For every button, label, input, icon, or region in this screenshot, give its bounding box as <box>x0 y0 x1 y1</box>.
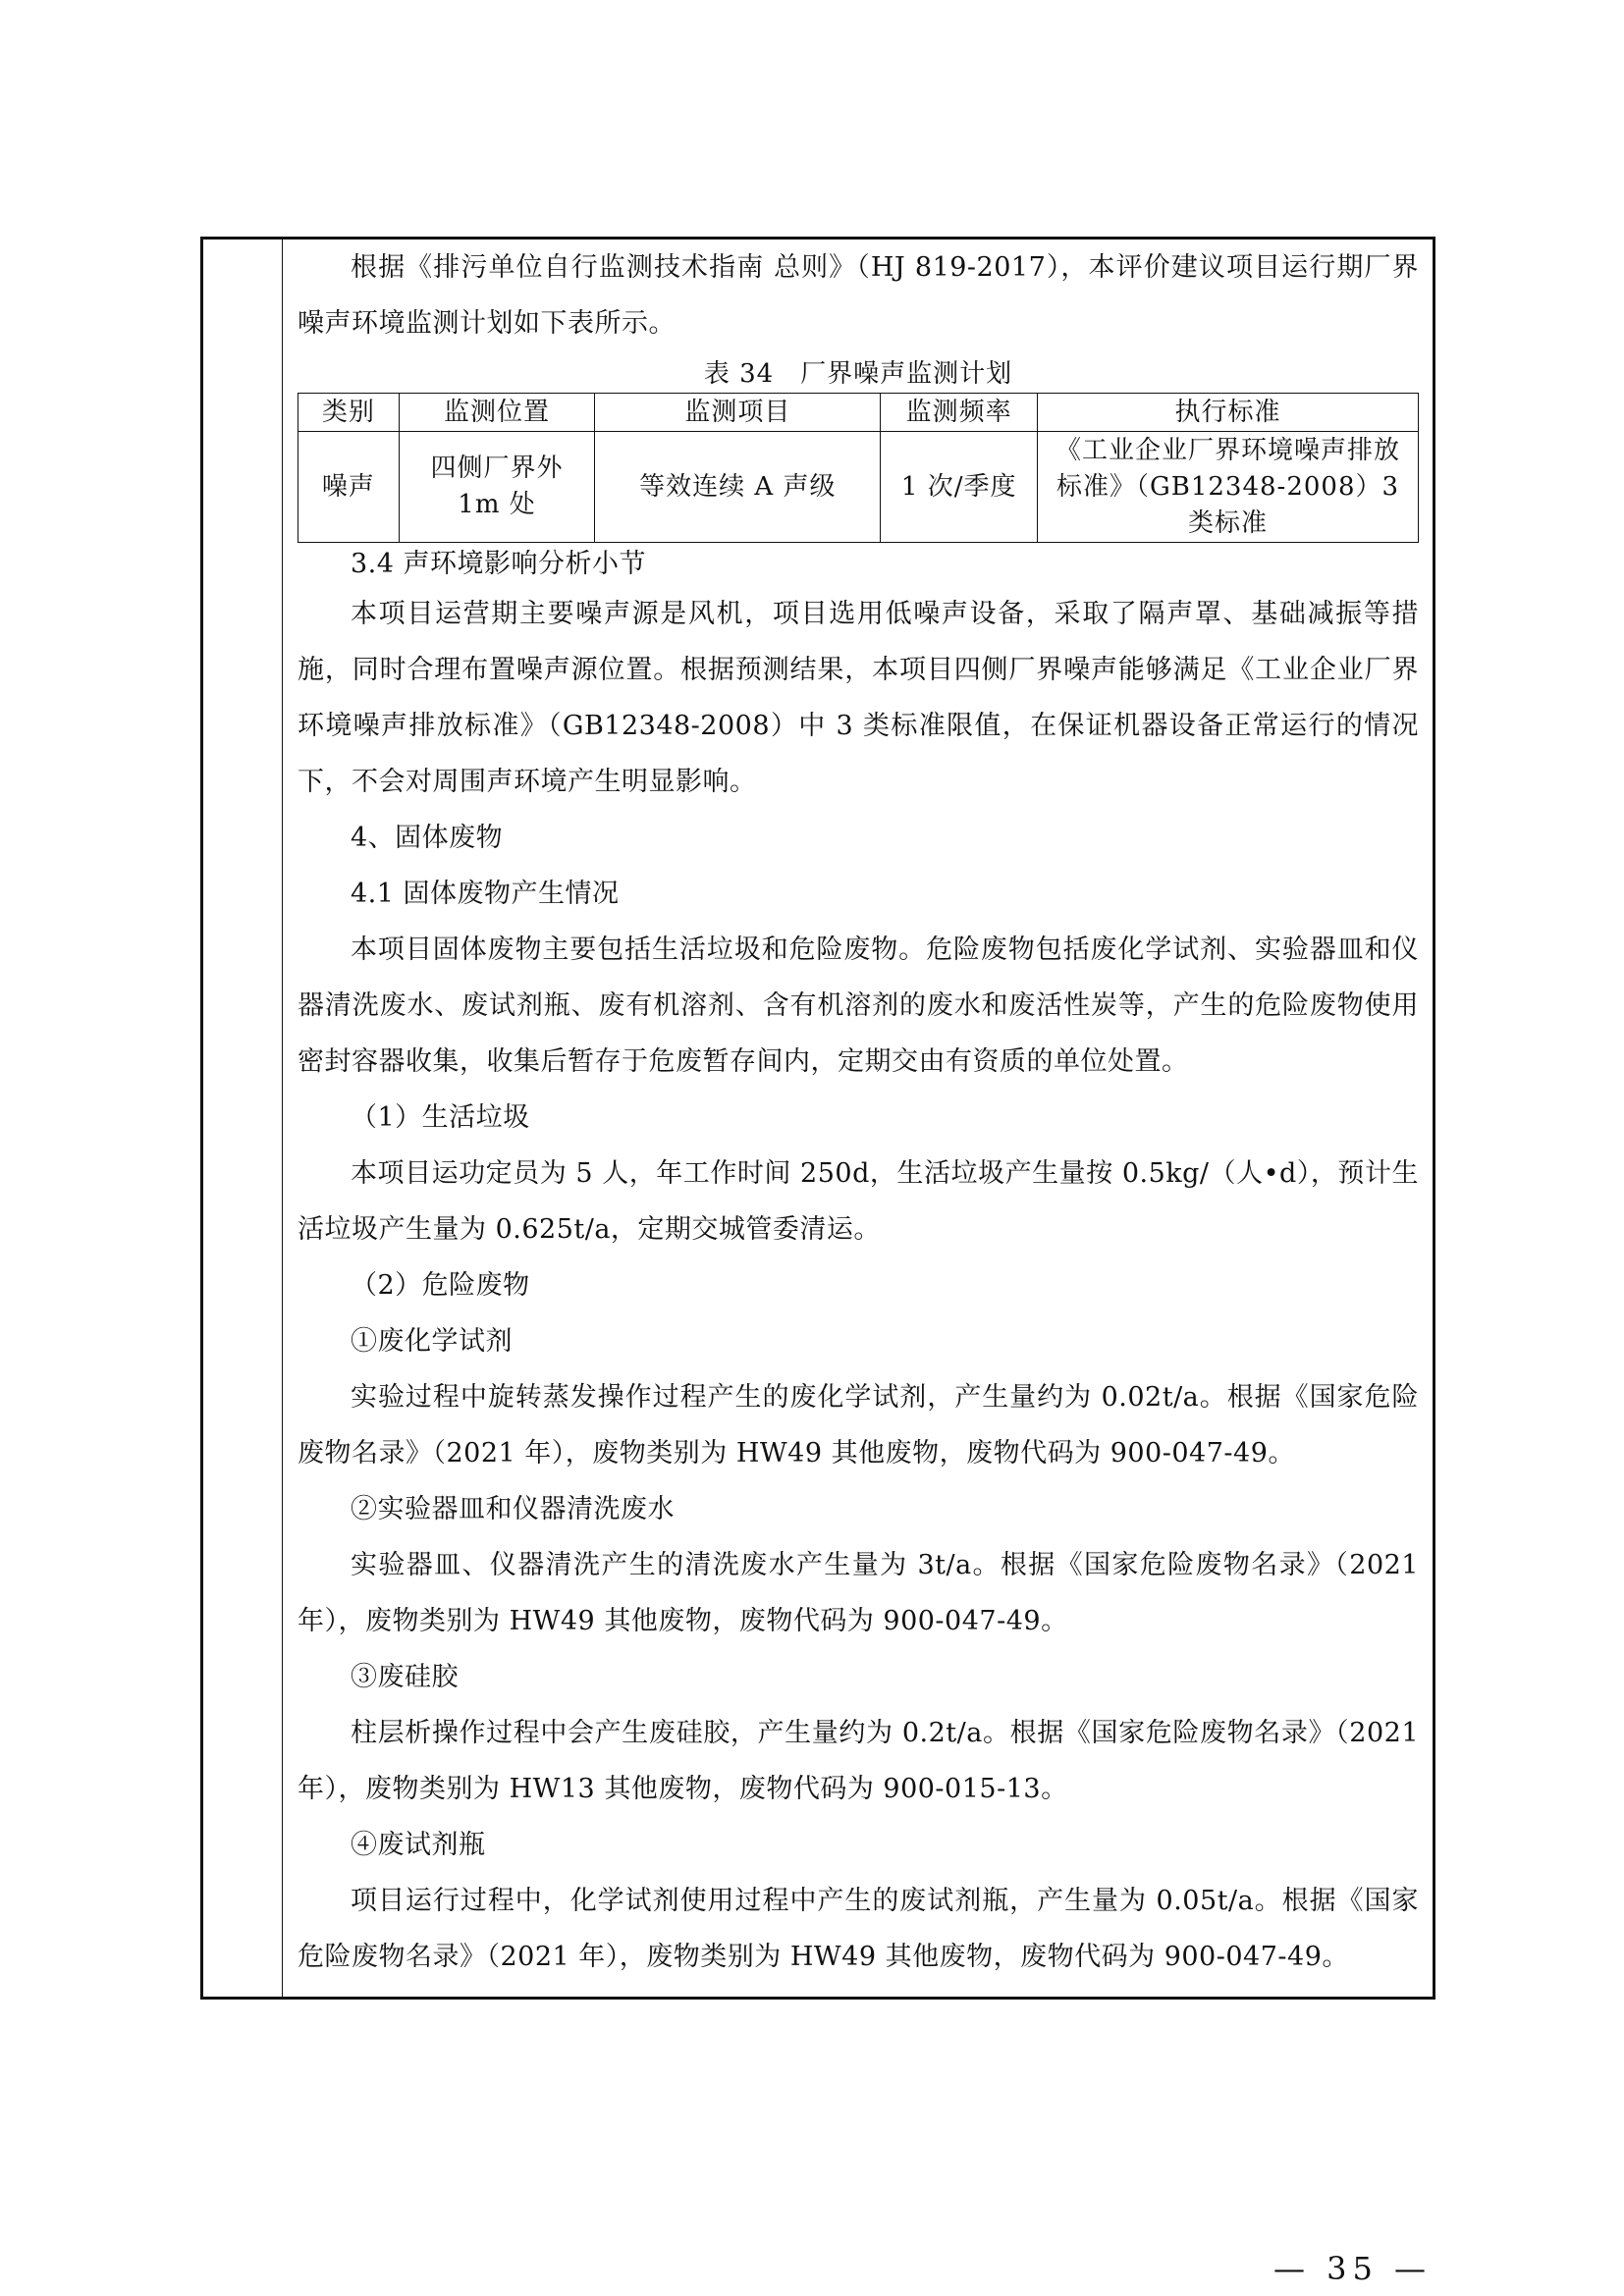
monitoring-intro: 根据《排污单位自行监测技术指南 总则》（HJ 819-2017），本评价建议项目运行期厂界噪声环境监测计划如下表所示。 <box>298 252 1419 339</box>
section-4-heading: 4、固体废物 <box>351 823 504 853</box>
noise-monitoring-table <box>298 393 1419 543</box>
section-4-1-heading: 4.1 固体废物产生情况 <box>351 879 620 909</box>
content-area <box>298 240 1419 1985</box>
cell-category: 噪声 <box>298 432 400 543</box>
header-item: 监测项目 <box>595 394 881 432</box>
chem-reagent-paragraph: 实验过程中旋转蒸发操作过程产生的废化学试剂，产生量约为 0.02t/a。根据《国家危险废物名录》（2021 年），废物类别为 HW49 其他废物，废物代码为 900-047-49。 <box>298 1382 1419 1468</box>
header-location: 监测位置 <box>399 394 595 432</box>
cell-location: 四侧厂界外 1m 处 <box>399 432 595 543</box>
table-row <box>298 432 1419 543</box>
page-number: — 35 — <box>1272 2250 1432 2287</box>
solid-waste-paragraph: 本项目固体废物主要包括生活垃圾和危险废物。危险废物包括废化学试剂、实验器皿和仪器清洗废水、废试剂瓶、废有机溶剂、含有机溶剂的废水和废活性炭等，产生的危险废物使用密封容器收集，收集后暂存于危废暂存间内，定期交由有资质的单位处置。 <box>298 934 1419 1077</box>
table-caption: 表 34 厂界噪声监测计划 <box>703 359 1013 389</box>
left-column <box>203 240 283 1997</box>
document-frame <box>200 237 1435 2000</box>
wash-water-heading: ②实验器皿和仪器清洗废水 <box>351 1494 675 1524</box>
table-header-row <box>298 394 1419 432</box>
silica-gel-paragraph: 柱层析操作过程中会产生废硅胶，产生量约为 0.2t/a。根据《国家危险废物名录》（2021 年），废物类别为 HW13 其他废物，废物代码为 900-015-13。 <box>298 1718 1419 1804</box>
cell-item: 等效连续 A 声级 <box>595 432 881 543</box>
header-frequency: 监测频率 <box>881 394 1038 432</box>
cell-standard: 《工业企业厂界环境噪声排放标准》（GB12348-2008）3 类标准 <box>1038 432 1419 543</box>
wash-water-paragraph: 实验器皿、仪器清洗产生的清洗废水产生量为 3t/a。根据《国家危险废物名录》（2021 年），废物类别为 HW49 其他废物，废物代码为 900-047-49。 <box>298 1550 1419 1636</box>
section-3-4-title: 3.4 声环境影响分析小节 <box>351 549 647 579</box>
silica-gel-heading: ③废硅胶 <box>351 1662 459 1692</box>
domestic-waste-heading: （1）生活垃圾 <box>351 1102 530 1133</box>
noise-analysis-paragraph: 本项目运营期主要噪声源是风机，项目选用低噪声设备，采取了隔声罩、基础减振等措施，同时合理布置噪声源位置。根据预测结果，本项目四侧厂界噪声能够满足《工业企业厂界环境噪声排放标准》（GB12348-2008）中 3 类标准限值，在保证机器设备正常运行的情况下，不会对周围声环境产生明显影响。 <box>298 599 1419 797</box>
cell-frequency: 1 次/季度 <box>881 432 1038 543</box>
reagent-bottle-heading: ④废试剂瓶 <box>351 1830 486 1860</box>
header-standard: 执行标准 <box>1038 394 1419 432</box>
reagent-bottle-paragraph: 项目运行过程中，化学试剂使用过程中产生的废试剂瓶，产生量为 0.05t/a。根据《国家危险废物名录》（2021 年），废物类别为 HW49 其他废物，废物代码为 900-047-49。 <box>298 1886 1419 1972</box>
hazardous-waste-heading: （2）危险废物 <box>351 1270 530 1301</box>
chem-reagent-heading: ①废化学试剂 <box>351 1326 513 1357</box>
domestic-waste-paragraph: 本项目运功定员为 5 人，年工作时间 250d，生活垃圾产生量按 0.5kg/（人•d），预计生活垃圾产生量为 0.625t/a，定期交城管委清运。 <box>298 1158 1419 1245</box>
header-category: 类别 <box>298 394 400 432</box>
